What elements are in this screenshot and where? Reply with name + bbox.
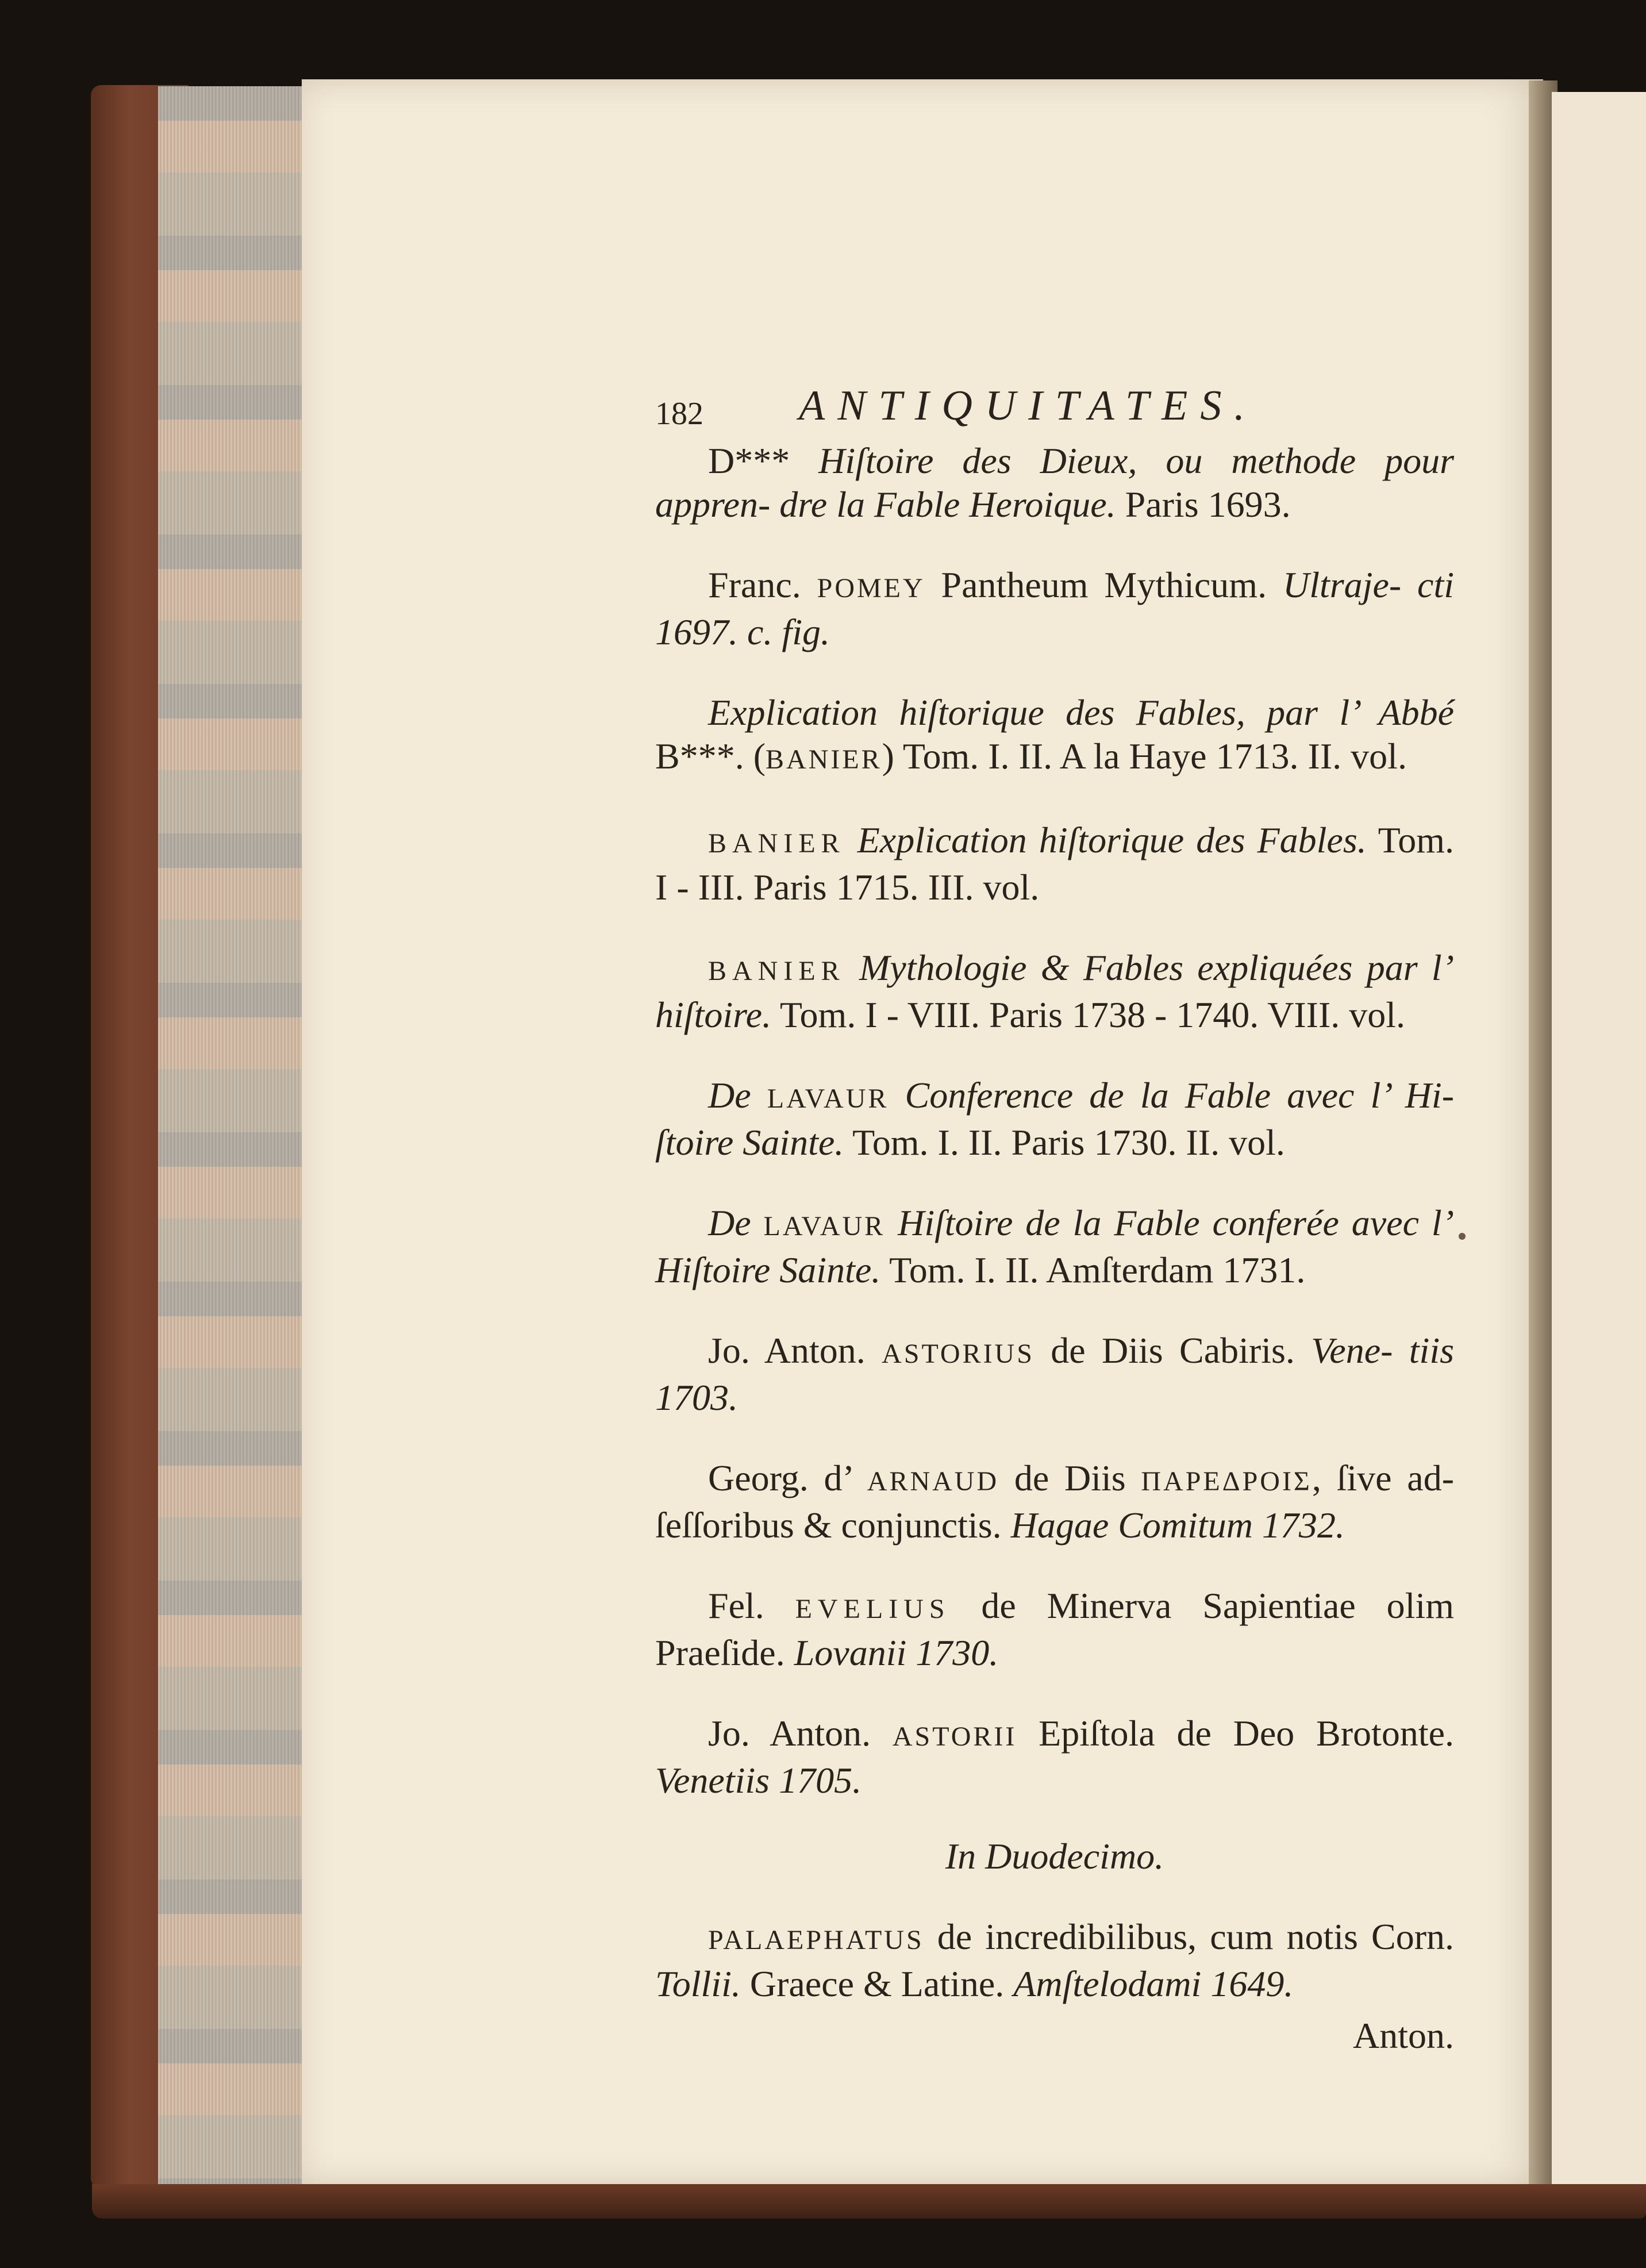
- entry-imprint: Tom. I - III. Paris 1715. III. vol.: [655, 820, 1455, 908]
- entry-imprint: Amſtelodami 1649.: [1013, 1963, 1294, 2004]
- bibliography-entry: [655, 1915, 1454, 2006]
- entry-title: Hiſtoire des Dieux, ou methode pour appren- dre la Fable Heroique.: [655, 440, 1455, 525]
- entry-author: ARNAUD: [867, 1466, 999, 1497]
- entry-author: PALAEPHATUS: [708, 1925, 924, 1955]
- bibliography-entry: [655, 691, 1454, 782]
- entry-title: de Diis Cabiris.: [1034, 1330, 1312, 1371]
- entry-title: Conference de la Fable avec l’ Hi- ſtoire Sainte.: [655, 1075, 1454, 1163]
- book-cover-bottom: [92, 2184, 1646, 2219]
- entry-author: ASTORIUS: [882, 1339, 1034, 1369]
- entry-text: De: [708, 1075, 767, 1116]
- entry-title: Hiſtoire de la Fable conferée avec l’ Hiſtoire Sainte.: [655, 1202, 1454, 1290]
- entry-text: B***. (: [655, 736, 766, 776]
- entry-title: Mythologie & Fables expliquées par l’ hiſtoire.: [655, 947, 1454, 1035]
- entry-author: LAVAUR: [763, 1211, 886, 1241]
- entry-text: Georg. d’: [708, 1458, 867, 1498]
- entry-text: Jo. Anton.: [708, 1713, 893, 1754]
- running-title: ANTIQUITATES.: [799, 382, 1257, 429]
- entry-title: de Minerva Sapientiae olim Praeſide.: [655, 1585, 1455, 1673]
- text-block: [655, 379, 1454, 2058]
- entry-imprint: Lovanii 1730.: [794, 1632, 999, 1673]
- entry-imprint: Ultraje- cti 1697. c. fig.: [655, 564, 1455, 652]
- page-number: 182: [655, 396, 703, 432]
- entry-text: , ſive ad- ſeſſoribus & conjunctis.: [655, 1458, 1454, 1546]
- bibliography-entry: [655, 946, 1454, 1037]
- entry-text: Franc.: [708, 564, 817, 605]
- entry-title: Explication hiſtorique des Fables, par l’ Abbé: [708, 692, 1454, 733]
- bibliography-entry: [655, 563, 1454, 654]
- entry-author: LAVAUR: [767, 1083, 889, 1114]
- entry-imprint: Hagae Comitum 1732.: [1010, 1505, 1345, 1546]
- entry-imprint: Paris 1693.: [1116, 484, 1291, 525]
- entry-text: Graece & Latine.: [740, 1963, 1014, 2004]
- entry-title: de incredibilibus, cum notis Corn.: [924, 1916, 1454, 1957]
- page-header: [655, 379, 1454, 437]
- bibliography-entry: [655, 439, 1454, 526]
- entry-title: de Diis: [999, 1458, 1141, 1498]
- entry-author: EVELIUS: [795, 1594, 951, 1624]
- bibliography-entry: [655, 818, 1454, 909]
- entry-title: Epiſtola de Deo Brotonte.: [1017, 1713, 1455, 1754]
- bibliography-entry: [655, 1584, 1454, 1675]
- entry-text: Fel.: [708, 1585, 795, 1626]
- entry-author: BANIER: [766, 744, 882, 775]
- marbled-page-edge: [158, 86, 305, 2184]
- bibliography-entry: [655, 1712, 1454, 1802]
- facing-page: [1552, 92, 1646, 2184]
- entry-imprint: Tom. I - VIII. Paris 1738 - 1740. VIII. vol.: [771, 994, 1406, 1035]
- entry-author: BANIER: [708, 956, 845, 986]
- bibliography-entry: [655, 1201, 1454, 1292]
- entry-author: POMEY: [817, 573, 925, 603]
- entry-title: Pantheum Mythicum.: [925, 564, 1283, 605]
- greek-word: ΠΑΡΕΔΡΟΙΣ: [1141, 1466, 1312, 1497]
- entry-imprint: Tom. I. II. Amſterdam 1731.: [880, 1250, 1306, 1290]
- entry-imprint: Tom. I. II. Paris 1730. II. vol.: [844, 1122, 1285, 1163]
- bibliography-entry: [655, 1456, 1454, 1547]
- entry-author: BANIER: [708, 828, 845, 859]
- bibliography-entry: [655, 1329, 1454, 1420]
- catchword: Anton.: [1353, 2015, 1454, 2056]
- bibliography-entry: [655, 1074, 1454, 1164]
- entry-text: De: [708, 1202, 764, 1243]
- entry-title: Explication hiſtorique des Fables.: [845, 820, 1367, 860]
- entry-text: Jo. Anton.: [708, 1330, 882, 1371]
- entry-imprint: Vene- tiis 1703.: [655, 1330, 1455, 1418]
- entry-author: ASTORII: [892, 1721, 1017, 1752]
- entry-text: D***: [708, 440, 819, 481]
- entry-editor: Tollii.: [655, 1963, 741, 2004]
- ink-speck: [1459, 1233, 1466, 1240]
- section-heading: In Duodecimo.: [945, 1836, 1164, 1877]
- entry-imprint: ) Tom. I. II. A la Haye 1713. II. vol.: [882, 736, 1407, 776]
- entry-imprint: Venetiis 1705.: [655, 1760, 862, 1801]
